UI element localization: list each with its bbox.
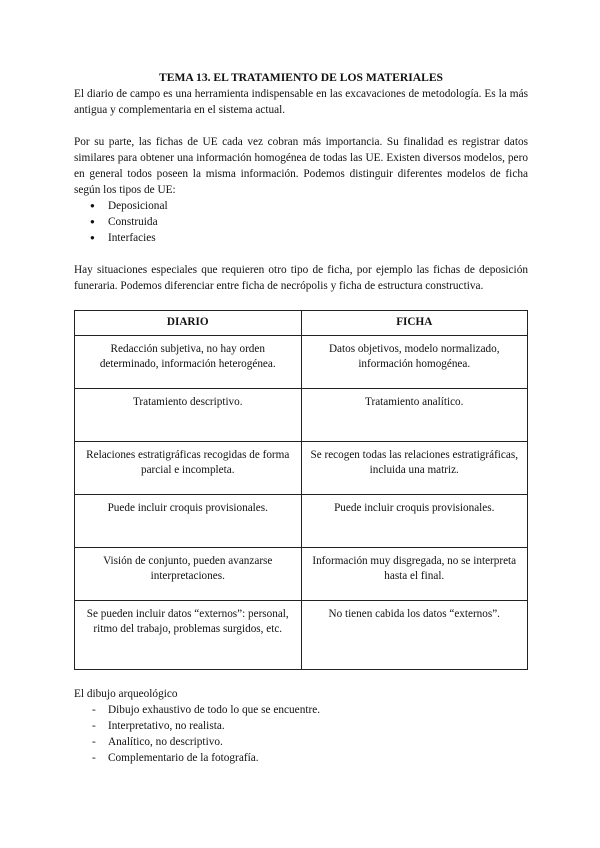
table-row <box>75 442 528 495</box>
diario-cell: Tratamiento descriptivo. <box>75 389 302 442</box>
ue-types-list <box>74 198 528 246</box>
diario-cell: Puede incluir croquis provisionales. <box>75 495 302 548</box>
fichas-paragraph: Por su parte, las fichas de UE cada vez cobran más importancia. Su finalidad es registrar datos similares para obtener una información homogénea de todas las UE. Existen diversos modelos, pero en general todos poseen la misma información. Podemos distinguir diferentes modelos de ficha según los tipos de UE: <box>74 136 528 196</box>
ficha-cell: Información muy disgregada, no se interpreta hasta el final. <box>301 548 528 601</box>
list-item: - Analítico, no descriptivo. <box>108 734 528 750</box>
list-item: - Dibujo exhaustivo de todo lo que se encuentre. <box>108 702 528 718</box>
diario-cell: Visión de conjunto, pueden avanzarse interpretaciones. <box>75 548 302 601</box>
list-item: - Interpretativo, no realista. <box>108 718 528 734</box>
list-item: ● Deposicional <box>108 198 528 214</box>
intro-paragraph: El diario de campo es una herramienta indispensable en las excavaciones de metodología. Es la más antigua y complementaria en el sistema actual. <box>74 88 528 116</box>
ficha-cell: No tienen cabida los datos “externos”. <box>301 601 528 670</box>
document-page <box>74 70 528 766</box>
dibujo-heading: El dibujo arqueológico <box>74 688 178 700</box>
spacer <box>74 118 528 134</box>
header-ficha: FICHA <box>301 311 528 336</box>
dibujo-list <box>74 702 528 766</box>
table-header-row <box>75 311 528 336</box>
special-paragraph: Hay situaciones especiales que requieren otro tipo de ficha, por ejemplo las fichas de deposición funeraria. Podemos diferenciar entre ficha de necrópolis y ficha de estructura constructiva. <box>74 264 528 292</box>
table-row <box>75 601 528 670</box>
table-row <box>75 548 528 601</box>
diario-cell: Se pueden incluir datos “externos”: personal, ritmo del trabajo, problemas surgidos, etc. <box>75 601 302 670</box>
ficha-cell: Datos objetivos, modelo normalizado, información homogénea. <box>301 336 528 389</box>
ficha-cell: Puede incluir croquis provisionales. <box>301 495 528 548</box>
header-diario: DIARIO <box>75 311 302 336</box>
diario-cell: Redacción subjetiva, no hay orden determinado, información heterogénea. <box>75 336 302 389</box>
ficha-cell: Se recogen todas las relaciones estratigráficas, incluida una matriz. <box>301 442 528 495</box>
list-item: ● Construida <box>108 214 528 230</box>
list-item: - Complementario de la fotografía. <box>108 750 528 766</box>
table-row <box>75 389 528 442</box>
list-item: ● Interfacies <box>108 230 528 246</box>
document-title: TEMA 13. EL TRATAMIENTO DE LOS MATERIALES <box>159 71 443 84</box>
table-row <box>75 336 528 389</box>
diario-cell: Relaciones estratigráficas recogidas de forma parcial e incompleta. <box>75 442 302 495</box>
ficha-cell: Tratamiento analítico. <box>301 389 528 442</box>
table-row <box>75 495 528 548</box>
spacer <box>74 670 528 686</box>
spacer <box>74 246 528 262</box>
comparison-table <box>74 310 528 670</box>
